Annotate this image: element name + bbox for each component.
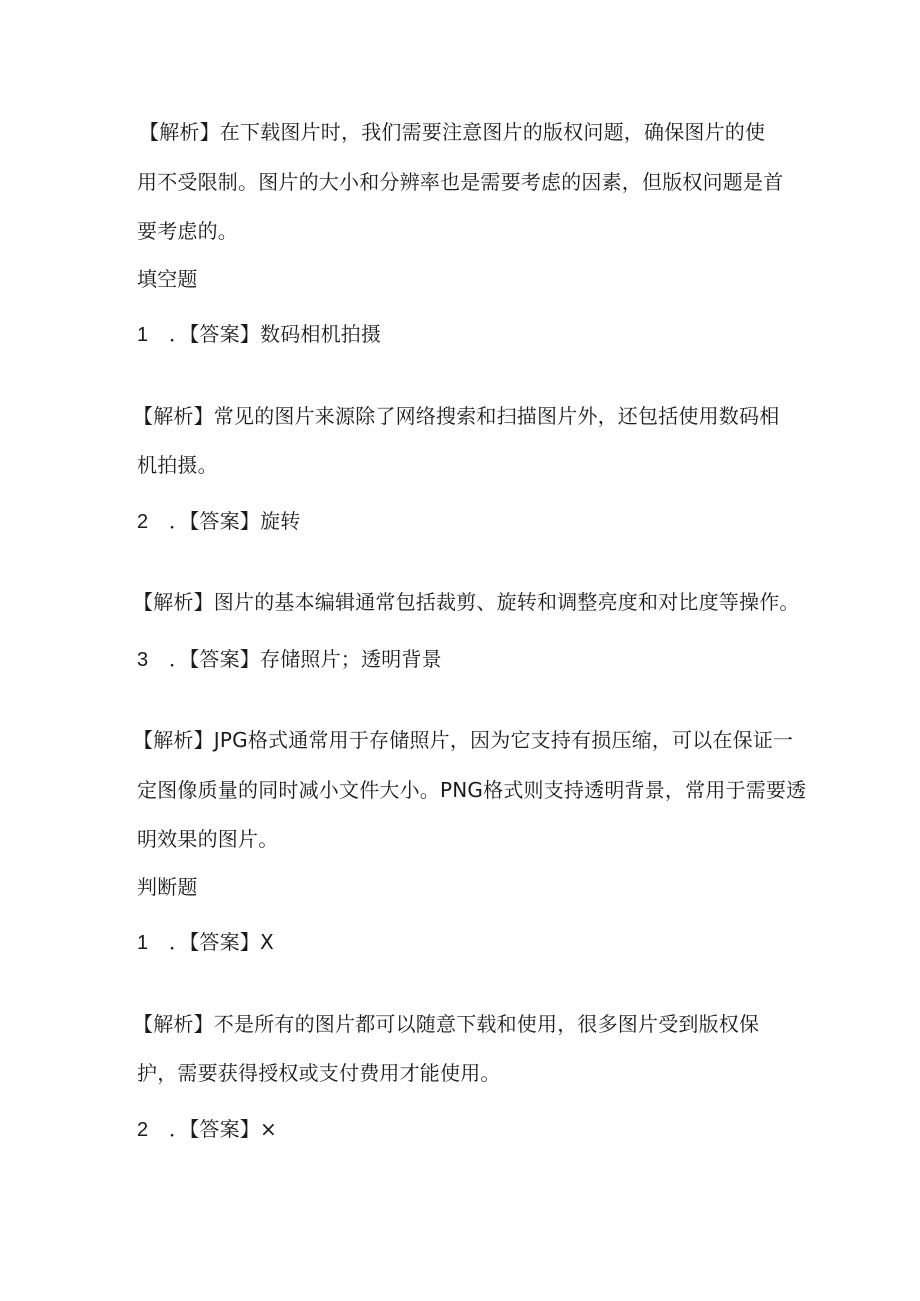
fill-item-3-analysis-line-1: 【解析】JPG格式通常用于存储照片，因为它支持有损压缩，可以在保证一: [133, 728, 794, 752]
fill-item-3-number: 3: [137, 649, 149, 671]
fill-item-1-answer-text: ．【答案】数码相机拍摄: [169, 322, 382, 346]
fill-item-3-analysis-line-3: 明效果的图片。: [137, 827, 279, 851]
fill-item-1-answer: [137, 320, 381, 349]
fill-item-2-answer: [137, 507, 300, 536]
intro-analysis-line-2: 用不受限制。图片的大小和分辨率也是需要考虑的因素，但版权问题是首: [137, 170, 784, 194]
fill-item-2-analysis-line-1: 【解析】图片的基本编辑通常包括裁剪、旋转和调整亮度和对比度等操作。: [133, 590, 800, 614]
judge-item-2-answer: [137, 1115, 277, 1144]
fill-item-1-number: 1: [137, 324, 149, 346]
fill-item-3-answer-text: ．【答案】存储照片；透明背景: [169, 647, 442, 671]
intro-analysis-line-1: 【解析】在下载图片时，我们需要注意图片的版权问题，确保图片的使: [139, 120, 766, 144]
fill-item-3-answer: [137, 645, 442, 674]
section-heading-judge: 判断题: [137, 875, 198, 899]
fill-item-2-answer-text: ．【答案】旋转: [169, 509, 301, 533]
fill-item-1-analysis-line-1: 【解析】常见的图片来源除了网络搜索和扫描图片外，还包括使用数码相: [133, 404, 780, 428]
judge-item-1-analysis-line-1: 【解析】不是所有的图片都可以随意下载和使用，很多图片受到版权保: [133, 1012, 760, 1036]
judge-item-2-answer-text: ．【答案】×: [169, 1117, 277, 1141]
fill-item-1-analysis-line-2: 机拍摄。: [137, 453, 218, 477]
judge-item-1-analysis-line-2: 护，需要获得授权或支付费用才能使用。: [137, 1061, 501, 1085]
judge-item-1-number: 1: [137, 932, 149, 954]
judge-item-1-answer-text: ．【答案】X: [169, 930, 274, 954]
intro-analysis-line-3: 要考虑的。: [137, 219, 238, 243]
judge-item-2-number: 2: [137, 1119, 149, 1141]
fill-item-2-number: 2: [137, 511, 149, 533]
judge-item-1-answer: [137, 928, 274, 957]
section-heading-fill: 填空题: [137, 267, 198, 291]
fill-item-3-analysis-line-2: 定图像质量的同时减小文件大小。PNG格式则支持透明背景，常用于需要透: [137, 778, 807, 802]
